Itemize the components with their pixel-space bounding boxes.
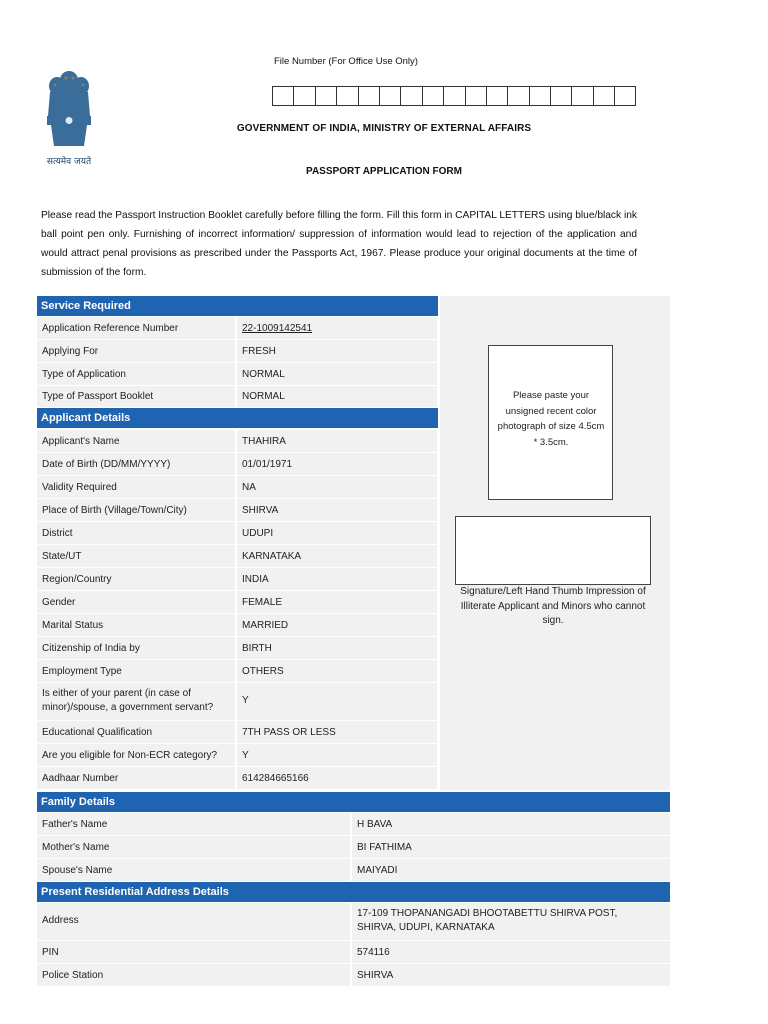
field-label: District: [42, 527, 73, 539]
file-number-box: [272, 86, 293, 106]
table-row: [37, 476, 437, 499]
field-label: Employment Type: [42, 665, 122, 677]
column-divider: [235, 660, 237, 682]
field-label: Applicant's Name: [42, 435, 120, 447]
column-divider: [235, 545, 237, 567]
field-label: Validity Required: [42, 481, 117, 493]
file-number-box: [379, 86, 400, 106]
file-number-box: [550, 86, 571, 106]
section-service-required: Service Required: [37, 296, 438, 316]
field-value: Y: [242, 695, 249, 706]
file-number-box: [400, 86, 421, 106]
table-row: [37, 660, 437, 683]
table-row: [37, 721, 437, 744]
field-value: Y: [242, 749, 249, 761]
field-label: Gender: [42, 596, 76, 608]
field-label: PIN: [42, 946, 59, 958]
table-row: [37, 964, 670, 987]
field-label: Educational Qualification: [42, 726, 153, 738]
field-value: KARNATAKA: [242, 550, 302, 562]
field-value: OTHERS: [242, 665, 284, 677]
file-number-box: [336, 86, 357, 106]
column-divider: [235, 683, 237, 720]
column-divider: [350, 813, 352, 835]
field-label: Is either of your parent (in case of minor)/spouse, a government servant?: [42, 688, 214, 713]
file-number-box: [507, 86, 528, 106]
column-divider: [235, 386, 237, 407]
file-number-label: File Number (For Office Use Only): [274, 56, 418, 67]
field-value: FEMALE: [242, 596, 283, 608]
column-divider: [235, 340, 237, 362]
file-number-box: [315, 86, 336, 106]
column-divider: [235, 430, 237, 452]
field-value: 17-109 THOPANANGADI BHOOTABETTU SHIRVA POST, SHIRVA, UDUPI, KARNATAKA: [357, 908, 618, 933]
field-value: FRESH: [242, 345, 276, 357]
field-label: Date of Birth (DD/MM/YYYY): [42, 458, 171, 470]
signature-box: [455, 516, 651, 585]
table-row: [37, 903, 670, 941]
field-label: Citizenship of India by: [42, 642, 140, 654]
file-number-boxes: [272, 86, 636, 106]
file-number-box: [571, 86, 592, 106]
column-divider: [235, 453, 237, 475]
field-label: Are you eligible for Non-ECR category?: [42, 749, 218, 761]
field-value: SHIRVA: [242, 504, 279, 516]
field-value: THAHIRA: [242, 435, 286, 447]
field-value: NA: [242, 481, 256, 493]
table-row: [37, 522, 437, 545]
field-label: Applying For: [42, 345, 99, 357]
column-divider: [235, 476, 237, 498]
field-label: Aadhaar Number: [42, 772, 119, 784]
field-value: INDIA: [242, 573, 269, 585]
section-present-address: Present Residential Address Details: [37, 882, 670, 902]
field-value: 01/01/1971: [242, 458, 293, 470]
field-label: Place of Birth (Village/Town/City): [42, 504, 187, 516]
table-row: [37, 744, 437, 767]
column-divider: [235, 591, 237, 613]
field-value: NORMAL: [242, 391, 285, 402]
field-label: Mother's Name: [42, 841, 110, 853]
column-divider: [235, 767, 237, 789]
field-value: 22-1009142541: [242, 322, 313, 334]
field-value: 7TH PASS OR LESS: [242, 726, 336, 738]
table-row: [37, 568, 437, 591]
field-value: 614284665166: [242, 772, 309, 784]
column-divider: [350, 964, 352, 986]
file-number-box: [593, 86, 614, 106]
field-label: Type of Application: [42, 368, 126, 380]
table-row: [37, 836, 670, 859]
field-value: BIRTH: [242, 642, 272, 654]
table-row: [37, 363, 437, 386]
table-row: [37, 430, 437, 453]
field-label: Type of Passport Booklet: [42, 391, 154, 402]
column-divider: [350, 941, 352, 963]
column-divider: [350, 859, 352, 881]
column-divider: [350, 903, 352, 940]
field-value: MAIYADI: [357, 864, 398, 876]
field-value: NORMAL: [242, 368, 285, 380]
field-value: SHIRVA: [357, 969, 394, 981]
file-number-box: [529, 86, 550, 106]
column-divider: [235, 614, 237, 636]
column-divider: [235, 744, 237, 766]
field-value: UDUPI: [242, 527, 274, 539]
column-divider: [350, 836, 352, 858]
column-divider: [235, 499, 237, 521]
table-row: [37, 453, 437, 476]
field-label: Application Reference Number: [42, 322, 179, 334]
column-divider: [235, 317, 237, 339]
table-row: [37, 545, 437, 568]
file-number-box: [358, 86, 379, 106]
column-divider: [235, 637, 237, 659]
field-label: Region/Country: [42, 573, 112, 585]
file-number-box: [614, 86, 635, 106]
section-family-details: Family Details: [37, 792, 670, 812]
table-row: [37, 386, 437, 408]
field-label: Marital Status: [42, 619, 104, 631]
form-title: PASSPORT APPLICATION FORM: [306, 166, 462, 177]
column-divider: [235, 522, 237, 544]
table-row: [37, 683, 437, 721]
photo-instruction: Please paste your unsigned recent color photograph of size 4.5cm * 3.5cm.: [497, 390, 605, 448]
file-number-box: [486, 86, 507, 106]
column-divider: [235, 721, 237, 743]
file-number-box: [443, 86, 464, 106]
field-label: Address: [42, 915, 79, 926]
table-row: [37, 591, 437, 614]
signature-instruction: Signature/Left Hand Thumb Impression of Illiterate Applicant and Minors who cannot sign.: [460, 586, 646, 626]
table-row: [37, 317, 437, 340]
instructions-paragraph: Please read the Passport Instruction Booklet carefully before filling the form. Fill this form in CAPITAL LETTERS using blue/black ink ball point pen only. Furnishing of incorrect information/ suppression of information would lead to rejection of the application and would attract penal provisions as prescribed under the Passports Act, 1967. Please produce your original documents at the time of submission of the form.: [41, 210, 637, 278]
table-row: [37, 614, 437, 637]
table-row: [37, 767, 437, 790]
column-divider: [235, 363, 237, 385]
field-value: MARRIED: [242, 619, 289, 631]
field-value: BI FATHIMA: [357, 841, 412, 853]
column-divider: [235, 568, 237, 590]
table-row: [37, 941, 670, 964]
field-value: H BAVA: [357, 818, 393, 830]
file-number-box: [465, 86, 486, 106]
section-applicant-details: Applicant Details: [37, 408, 438, 428]
national-emblem-icon: [38, 66, 100, 166]
file-number-box: [422, 86, 443, 106]
table-row: [37, 637, 437, 660]
table-row: [37, 499, 437, 522]
table-row: [37, 813, 670, 836]
field-label: Police Station: [42, 969, 104, 981]
government-title: GOVERNMENT OF INDIA, MINISTRY OF EXTERNAL AFFAIRS: [236, 123, 532, 134]
file-number-box: [293, 86, 314, 106]
table-row: [37, 340, 437, 363]
field-value: 574116: [357, 946, 390, 958]
emblem-caption: सत्यमेव जयते: [46, 157, 92, 167]
field-label: Spouse's Name: [42, 864, 113, 876]
table-row: [37, 859, 670, 882]
field-label: State/UT: [42, 550, 82, 562]
field-label: Father's Name: [42, 818, 108, 830]
